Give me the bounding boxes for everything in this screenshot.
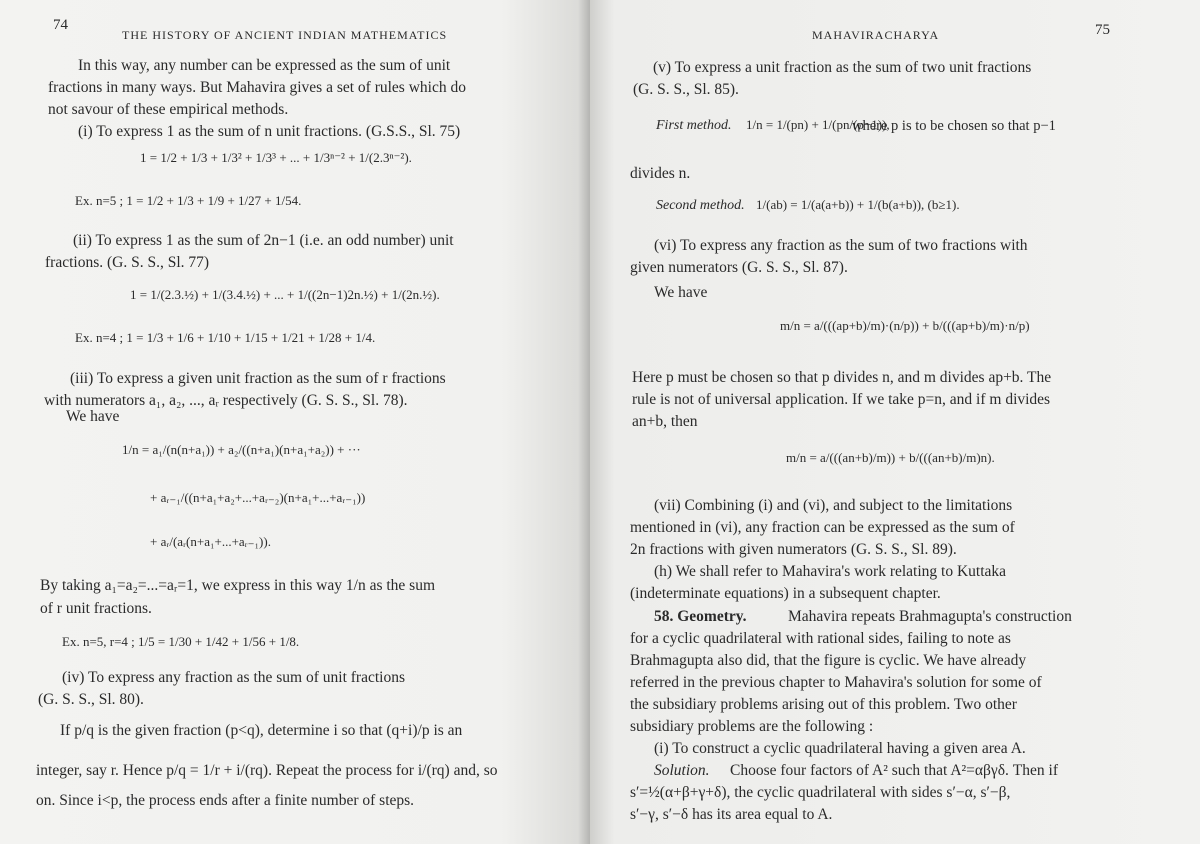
text-line: (iv) To express any fraction as the sum of unit fractions	[62, 669, 405, 686]
text-line: Brahmagupta also did, that the figure is cyclic. We have already	[630, 652, 1027, 669]
text-line: By taking a₁=a₂=...=aᵣ=1, we express in this way 1/n as the sum	[40, 577, 436, 594]
formula: m/n = a/(((ap+b)/m)·(n/p)) + b/(((ap+b)/m)·n/p)	[780, 318, 1030, 333]
text-line: (i) To construct a cyclic quadrilateral having a given area A.	[654, 740, 1026, 757]
text-line: subsidiary problems are the following :	[630, 718, 874, 735]
formula: + aᵣ₋₁/((n+a₁+a₂+...+aᵣ₋₂)(n+a₁+...+aᵣ₋₁))	[150, 490, 366, 505]
text-line: Here p must be chosen so that p divides n, and m divides ap+b. The	[632, 369, 1052, 386]
text-line: (vii) Combining (i) and (vi), and subject to the limitations	[654, 497, 1013, 514]
text-line: We have	[66, 408, 120, 425]
text-line: fractions in many ways. But Mahavira gives a set of rules which do	[48, 79, 466, 96]
formula: 1/n = a₁/(n(n+a₁)) + a₂/((n+a₁)(n+a₁+a₂)) + ···	[122, 442, 361, 457]
text-line: In this way, any number can be expressed as the sum of unit	[78, 57, 451, 74]
text-line: rule is not of universal application. If we take p=n, and if m divides	[632, 391, 1051, 408]
text-line: Second method.	[656, 198, 745, 213]
text-line: referred in the previous chapter to Mahavira's solution for some of	[630, 674, 1042, 691]
text-line: s′=½(α+β+γ+δ), the cyclic quadrilateral with sides s′−α, s′−β,	[630, 784, 1011, 801]
formula: Ex. n=4 ; 1 = 1/3 + 1/6 + 1/10 + 1/15 + 1/21 + 1/28 + 1/4.	[75, 330, 376, 345]
text-line: integer, say r. Hence p/q = 1/r + i/(rq). Repeat the process for i/(rq) and, so	[36, 762, 498, 779]
page-number: 74	[53, 17, 68, 33]
text-line: Choose four factors of A² such that A²=αβγδ. Then if	[730, 762, 1058, 779]
left-page	[0, 0, 590, 844]
text-line: fractions. (G. S. S., Sl. 77)	[45, 254, 210, 271]
formula: Ex. n=5, r=4 ; 1/5 = 1/30 + 1/42 + 1/56 + 1/8.	[62, 634, 300, 649]
formula: + aᵣ/(aᵣ(n+a₁+...+aᵣ₋₁)).	[150, 534, 271, 549]
text-line: Mahavira repeats Brahmagupta's construction	[788, 608, 1072, 625]
text-line: (indeterminate equations) in a subsequent chapter.	[630, 585, 941, 602]
text-line: If p/q is the given fraction (p<q), determine i so that (q+i)/p is an	[60, 722, 463, 739]
formula: 1/(ab) = 1/(a(a+b)) + 1/(b(a+b)), (b≥1).	[756, 197, 960, 212]
text-line: divides n.	[630, 165, 691, 182]
text-line: s′−γ, s′−δ has its area equal to A.	[630, 806, 833, 823]
running-head: THE HISTORY OF ANCIENT INDIAN MATHEMATICS	[122, 28, 448, 42]
text-line: on. Since i<p, the process ends after a finite number of steps.	[36, 792, 415, 809]
text-line: (i) To express 1 as the sum of n unit fractions. (G.S.S., Sl. 75)	[78, 123, 461, 140]
text-line: not savour of these empirical methods.	[48, 101, 289, 118]
formula: 1 = 1/2 + 1/3 + 1/3² + 1/3³ + ... + 1/3ⁿ⁻² + 1/(2.3ⁿ⁻²).	[140, 150, 412, 165]
text-line: the subsidiary problems arising out of this problem. Two other	[630, 696, 1017, 713]
text-line: (ii) To express 1 as the sum of 2n−1 (i.e. an odd number) unit	[73, 232, 454, 249]
text-line: 2n fractions with given numerators (G. S. S., Sl. 89).	[630, 541, 957, 558]
text-line: where p is to be chosen so that p−1	[852, 118, 1056, 134]
text-line: (G. S. S., Sl. 80).	[38, 691, 144, 708]
text-line: for a cyclic quadrilateral with rational sides, failing to note as	[630, 630, 1011, 647]
text-line: an+b, then	[632, 413, 698, 430]
text-line: First method.	[656, 118, 732, 133]
text-line: mentioned in (vi), any fraction can be expressed as the sum of	[630, 519, 1015, 536]
text-line: We have	[654, 284, 708, 301]
text-line: (G. S. S., Sl. 85).	[633, 81, 739, 98]
page-number: 75	[1095, 22, 1110, 38]
running-head: MAHAVIRACHARYA	[812, 28, 940, 42]
text-line: Solution.	[654, 762, 710, 779]
text-line: given numerators (G. S. S., Sl. 87).	[630, 259, 848, 276]
text-line: of r unit fractions.	[40, 600, 152, 617]
text-line: (v) To express a unit fraction as the sum of two unit fractions	[653, 59, 1032, 76]
text-line: (iii) To express a given unit fraction as the sum of r fractions	[70, 370, 446, 387]
formula: Ex. n=5 ; 1 = 1/2 + 1/3 + 1/9 + 1/27 + 1/54.	[75, 193, 302, 208]
right-page	[590, 0, 1200, 844]
text-line: (h) We shall refer to Mahavira's work relating to Kuttaka	[654, 563, 1007, 580]
formula: 1/n = 1/(pn) + 1/(pn/(p−1)),	[746, 117, 890, 132]
formula: 1 = 1/(2.3.½) + 1/(3.4.½) + ... + 1/((2n−1)2n.½) + 1/(2n.½).	[130, 287, 440, 302]
formula: m/n = a/(((an+b)/m)) + b/(((an+b)/m)n).	[786, 450, 995, 465]
text-line: (vi) To express any fraction as the sum of two fractions with	[654, 237, 1028, 254]
text-line: with numerators a₁, a₂, ..., aᵣ respectively (G. S. S., Sl. 78).	[44, 392, 408, 409]
section-heading: 58. Geometry.	[654, 608, 747, 625]
